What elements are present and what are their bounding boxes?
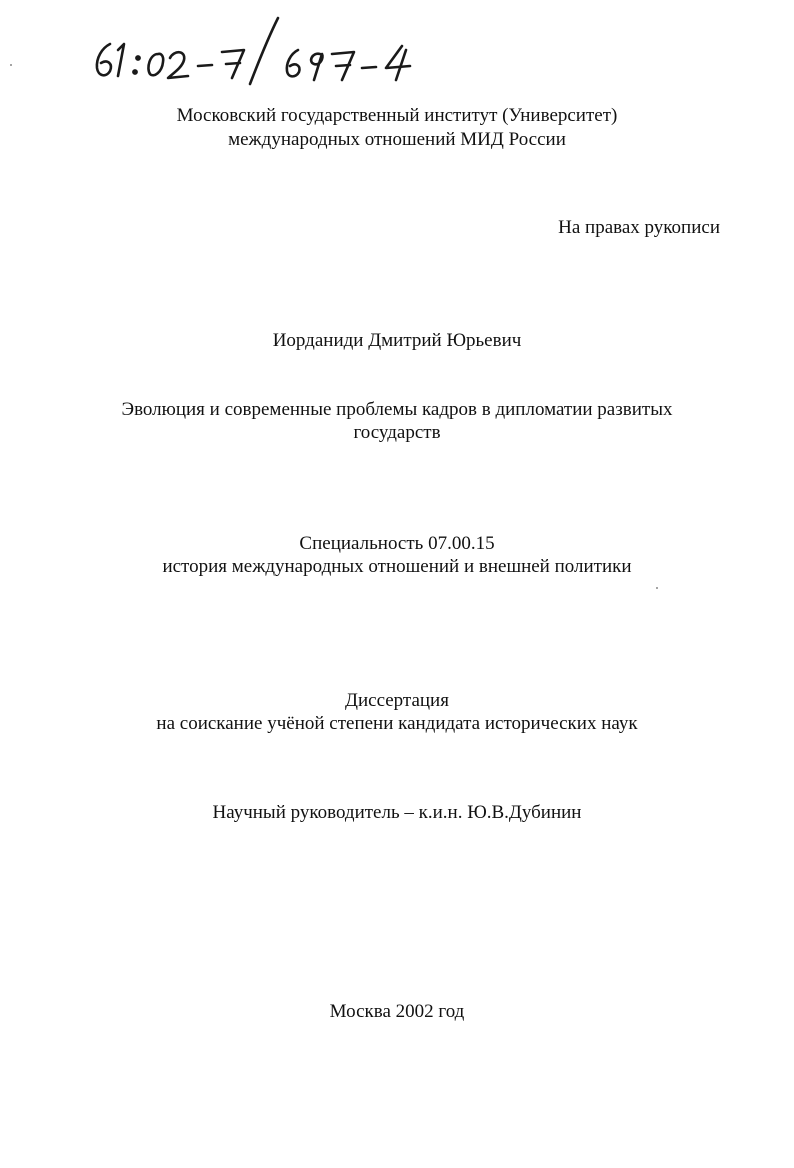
dissertation-title-line-2: государств: [353, 422, 441, 443]
institution-line-2: международных отношений МИД России: [228, 129, 566, 150]
scan-speck: [656, 587, 658, 589]
specialty-name: история международных отношений и внешней политики: [162, 556, 632, 577]
handwritten-archive-code: [88, 14, 448, 86]
degree-purpose: на соискание учёной степени кандидата исторических наук: [156, 713, 638, 734]
work-type: Диссертация: [345, 690, 449, 711]
archive-code-handwriting: [88, 14, 448, 86]
specialty-code: Специальность 07.00.15: [299, 533, 495, 554]
rights-note: На правах рукописи: [558, 217, 720, 238]
scientific-supervisor: Научный руководитель – к.и.н. Ю.В.Дубинин: [212, 802, 582, 823]
dissertation-title-line-1: Эволюция и современные проблемы кадров в дипломатии развитых: [121, 399, 673, 420]
place-and-year: Москва 2002 год: [329, 1001, 465, 1022]
scan-speck: [10, 64, 12, 66]
author-name: Иорданиди Дмитрий Юрьевич: [272, 330, 522, 351]
institution-line-1: Московский государственный институт (Университет): [176, 105, 618, 126]
